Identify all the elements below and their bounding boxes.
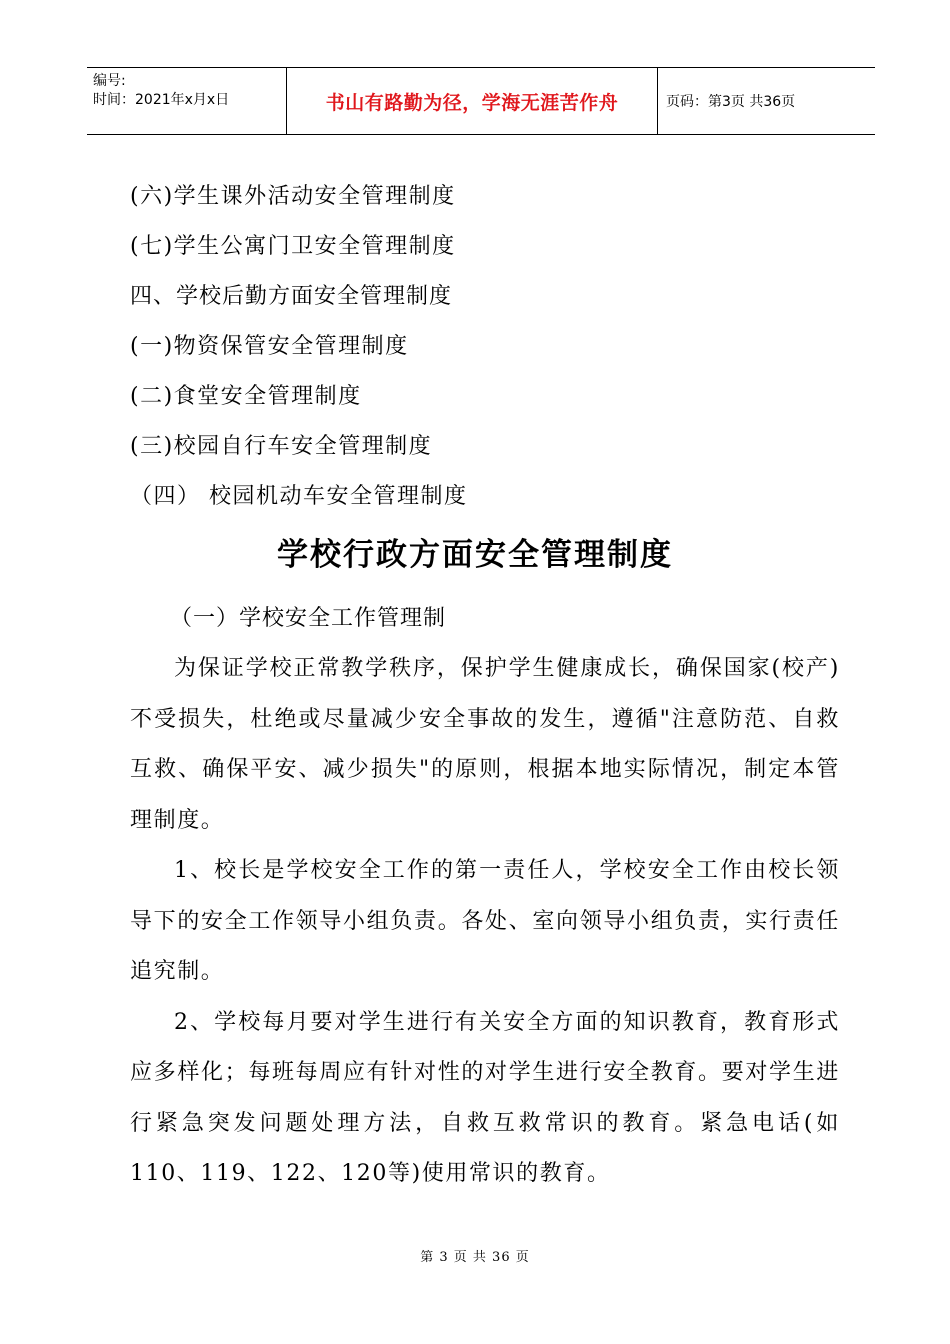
document-time: 时间：2021年x月x日 <box>93 92 230 108</box>
toc-line: （四） 校园机动车安全管理制度 <box>130 484 468 509</box>
subsection-title: （一）学校安全工作管理制 <box>170 606 447 631</box>
header-meta <box>87 68 287 134</box>
page-footer: 第 3 页 共 36 页 <box>420 1250 530 1265</box>
body-paragraph: 2、学校每月要对学生进行有关安全方面的知识教育，教育形式应多样化；每班每周应有针对性的对学生进行安全教育。要对学生进行紧急突发问题处理方法，自救互救常识的教育。紧急电话(如110、119、122、120等)使用常识的教育。 <box>130 1009 840 1186</box>
toc-line: (一)物资保管安全管理制度 <box>130 334 409 359</box>
document-header <box>87 67 875 135</box>
toc-section-heading: 四、学校后勤方面安全管理制度 <box>130 284 453 309</box>
header-motto: 书山有路勤为径，学海无涯苦作舟 <box>287 68 658 134</box>
header-page-info: 页码：第3页 共36页 <box>666 94 796 110</box>
document-number-label: 编号: <box>93 73 126 89</box>
document-body <box>130 172 840 1200</box>
toc-line: (六)学生课外活动安全管理制度 <box>130 184 456 209</box>
body-paragraph: 1、校长是学校安全工作的第一责任人，学校安全工作由校长领导下的安全工作领导小组负责。各处、室向领导小组负责，实行责任追究制。 <box>130 858 840 984</box>
section-title: 学校行政方面安全管理制度 <box>277 537 673 573</box>
toc-line: (三)校园自行车安全管理制度 <box>130 434 433 459</box>
toc-line: (二)食堂安全管理制度 <box>130 384 362 409</box>
body-paragraph: 为保证学校正常教学秩序，保护学生健康成长，确保国家(校产)不受损失，杜绝或尽量减少安全事故的发生，遵循"注意防范、自救互救、确保平安、减少损失"的原则，根据本地实际情况，制定本管理制度。 <box>130 656 840 833</box>
toc-line: (七)学生公寓门卫安全管理制度 <box>130 234 456 259</box>
